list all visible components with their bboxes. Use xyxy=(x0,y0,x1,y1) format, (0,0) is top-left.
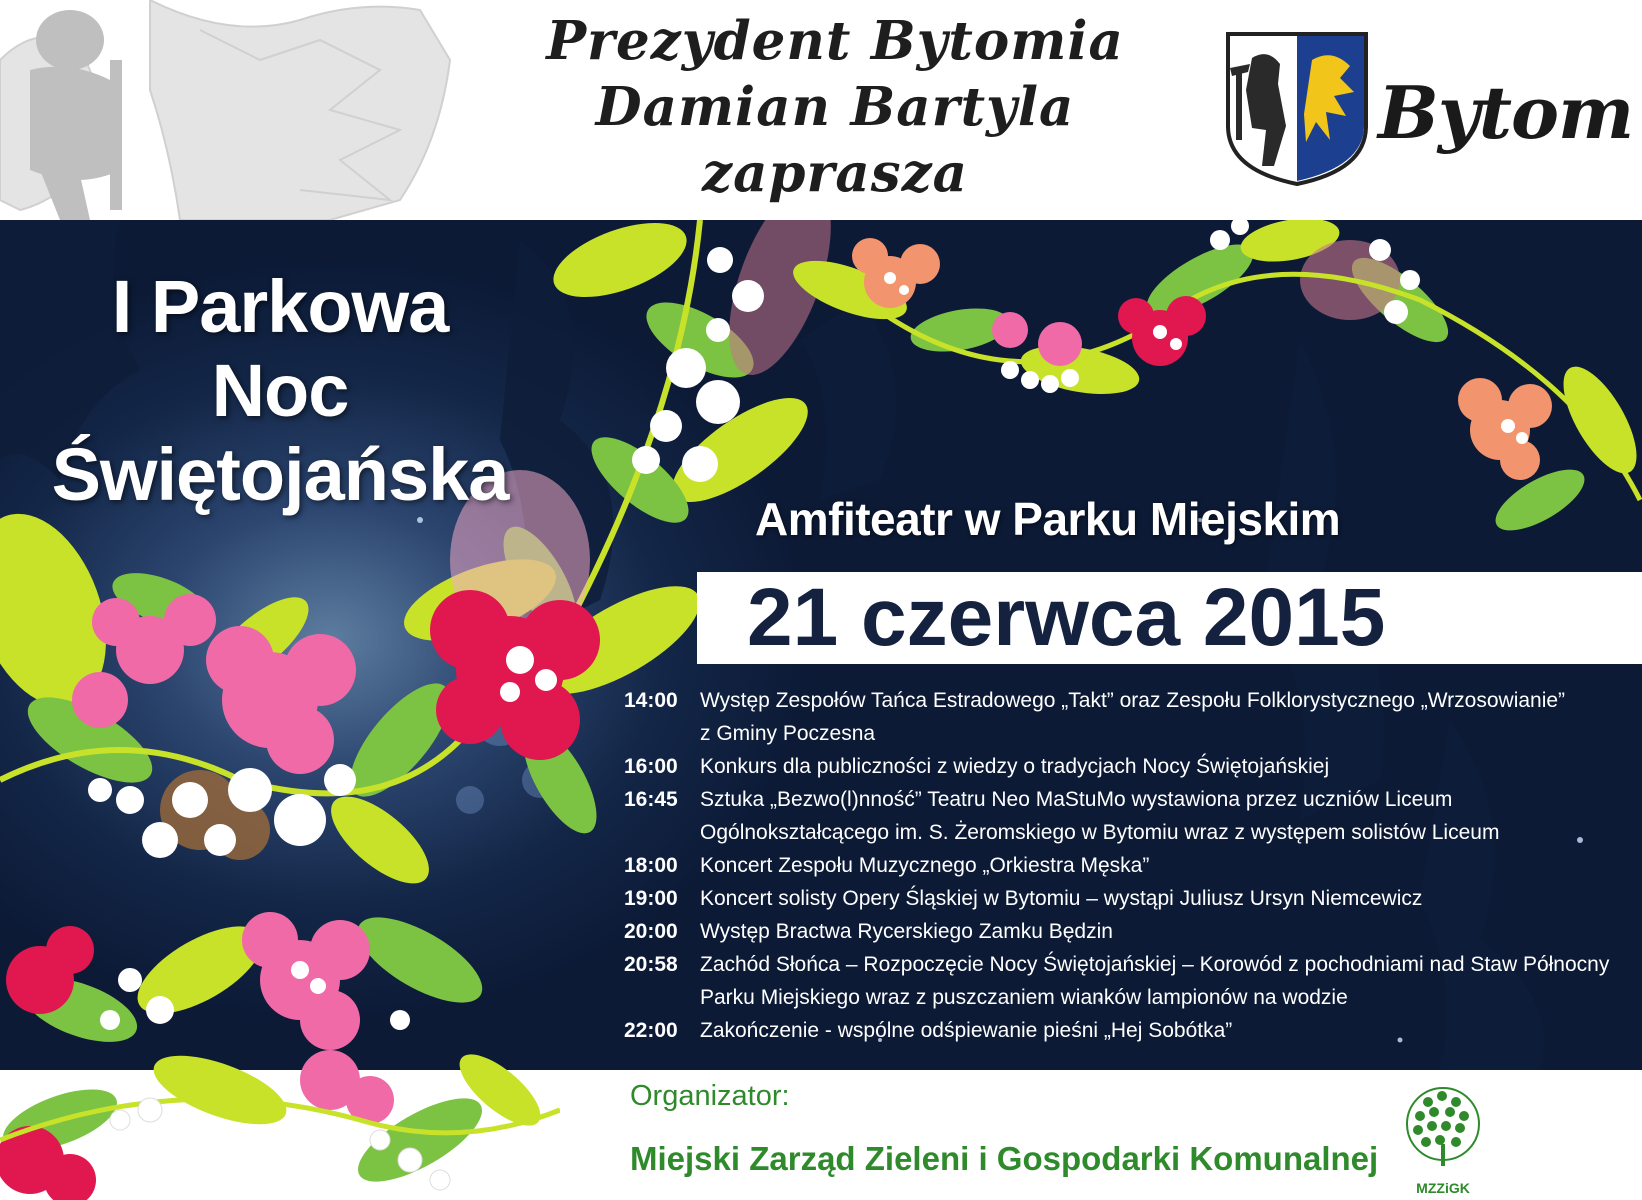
schedule-description-line: Sztuka „Bezwo(l)nność” Teatru Neo MaStuMo wystawiona przez uczniów Liceum xyxy=(700,788,1453,811)
schedule-description-line: Występ Zespołów Tańca Estradowego „Takt” oraz Zespołu Folklorystycznego „Wrzosowianie” xyxy=(700,689,1566,712)
schedule-time: 20:00 xyxy=(624,920,678,943)
event-title-line-1: I Parkowa xyxy=(111,265,449,348)
schedule-time: 19:00 xyxy=(624,887,678,910)
schedule-item xyxy=(624,1014,1634,1047)
city-name: Bytom xyxy=(1378,70,1634,155)
schedule-description xyxy=(700,948,1634,1014)
schedule-time: 14:00 xyxy=(624,689,678,712)
schedule-item xyxy=(624,882,1634,915)
invitation-line-1: Prezydent Bytomia xyxy=(546,10,1124,72)
poster-header xyxy=(0,0,1642,220)
night-background xyxy=(0,220,1642,1070)
invitation-line-2: Damian Bartyla xyxy=(595,76,1075,138)
schedule-description xyxy=(700,684,1634,750)
schedule-description-line: Parku Miejskiego wraz z puszczaniem wianków lampionów na wodzie xyxy=(700,986,1348,1009)
schedule-description xyxy=(700,750,1634,783)
schedule-description-line: Zakończenie - wspólne odśpiewanie pieśni „Hej Sobótka” xyxy=(700,1019,1233,1042)
schedule-description-line: Konkurs dla publiczności z wiedzy o tradycjach Nocy Świętojańskiej xyxy=(700,755,1330,778)
schedule-description-line: Zachód Słońca – Rozpoczęcie Nocy Świętojańskiej – Korowód z pochodniami nad Staw Północny xyxy=(700,953,1610,976)
organizer-name: Miejski Zarząd Zieleni i Gospodarki Komunalnej xyxy=(630,1140,1379,1177)
schedule-description-line: z Gminy Poczesna xyxy=(700,722,876,745)
event-title xyxy=(40,265,520,517)
event-title-line-3: Świętojańska xyxy=(51,433,509,516)
event-venue: Amfiteatr w Parku Miejskim xyxy=(755,493,1341,545)
date-banner xyxy=(697,572,1642,664)
schedule-item xyxy=(624,948,1634,1014)
schedule-description xyxy=(700,849,1634,882)
schedule-description-line: Ogólnokształcącego im. S. Żeromskiego w Bytomiu wraz z występem solistów Liceum xyxy=(700,821,1500,844)
bytom-coat-of-arms-icon xyxy=(1222,30,1372,186)
schedule-description xyxy=(700,783,1634,849)
organizer-logo-text: MZZiGK xyxy=(1416,1180,1470,1196)
floral-decoration-footer xyxy=(0,1050,560,1200)
schedule-description xyxy=(700,915,1634,948)
schedule-item xyxy=(624,849,1634,882)
schedule-description-line: Koncert solisty Opery Śląskiej w Bytomiu – wystąpi Juliusz Ursyn Niemcewicz xyxy=(700,887,1423,910)
white-eagle-watermark-icon xyxy=(0,0,470,220)
schedule-description xyxy=(700,1014,1634,1047)
mzzigk-logo-icon xyxy=(1398,1080,1488,1176)
invitation-text xyxy=(540,8,1130,206)
invitation-line-3: zaprasza xyxy=(701,142,969,204)
schedule-description-line: Koncert Zespołu Muzycznego „Orkiestra Męska” xyxy=(700,854,1150,877)
schedule-time: 16:00 xyxy=(624,755,678,778)
schedule-time: 16:45 xyxy=(624,788,678,811)
organizer-label: Organizator: xyxy=(630,1080,790,1112)
schedule-time: 20:58 xyxy=(624,953,678,976)
schedule-item xyxy=(624,750,1634,783)
schedule-description xyxy=(700,882,1634,915)
schedule-time: 22:00 xyxy=(624,1019,678,1042)
city-logo xyxy=(1222,30,1634,186)
poster-footer xyxy=(0,1070,1642,1200)
organizer-logo xyxy=(1398,1080,1488,1196)
schedule-description-line: Występ Bractwa Rycerskiego Zamku Będzin xyxy=(700,920,1113,943)
schedule-item xyxy=(624,684,1634,750)
program-schedule xyxy=(624,684,1634,1047)
schedule-item xyxy=(624,783,1634,849)
event-date: 21 czerwca 2015 xyxy=(747,572,1386,663)
event-title-line-2: Noc xyxy=(211,349,349,432)
schedule-item xyxy=(624,915,1634,948)
schedule-time: 18:00 xyxy=(624,854,678,877)
